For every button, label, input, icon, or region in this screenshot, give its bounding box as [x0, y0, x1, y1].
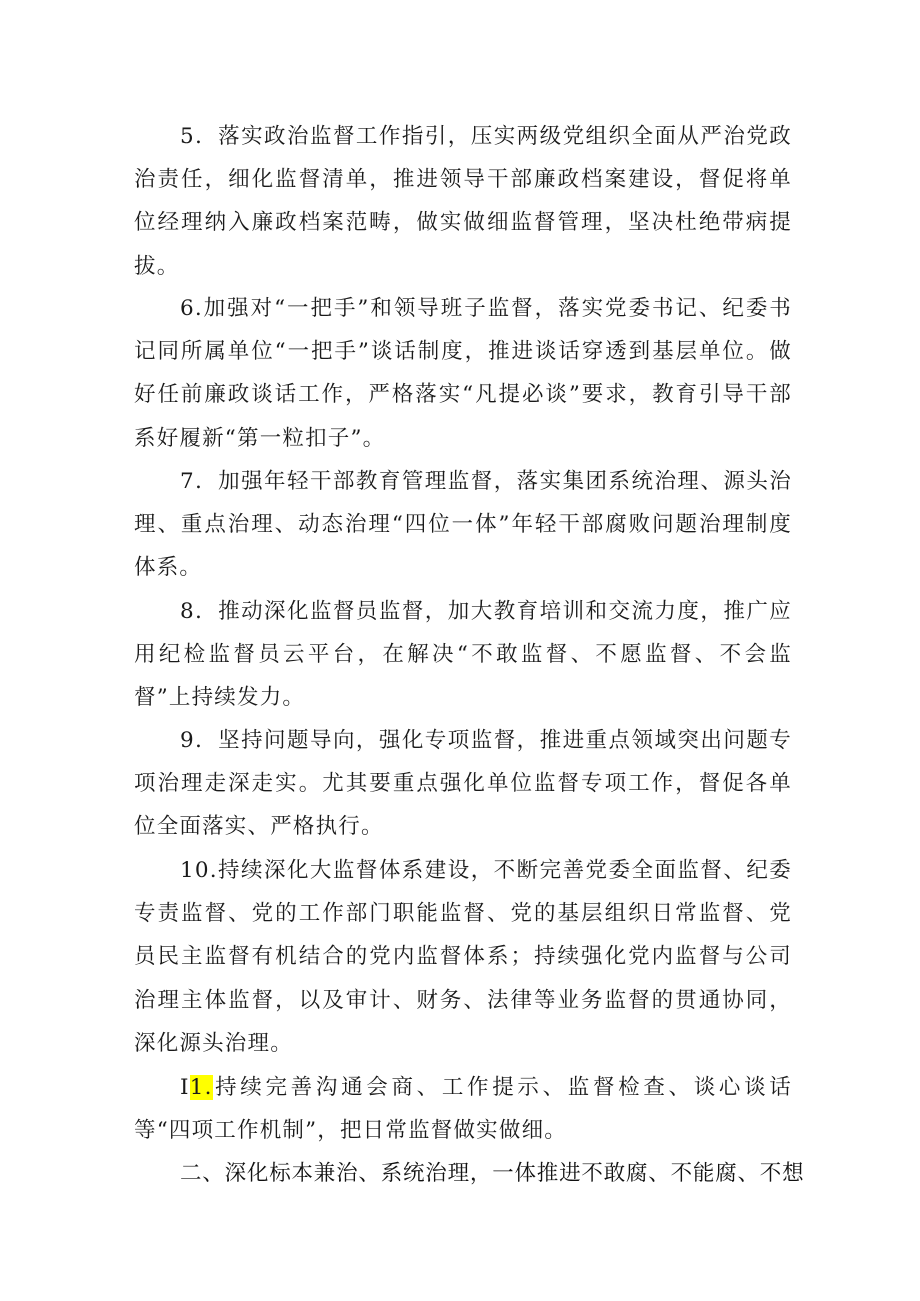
- section-heading: 二、深化标本兼治、系统治理，一体推进不敢腐、不能腐、不想: [180, 1161, 805, 1186]
- paragraph-item-5: 5．落实政治监督工作指引，压实两级党组织全面从严治党政治责任，细化监督清单，推进领导干部廉政档案建设，督促将单位经理纳入廉政档案范畴，做实做细监督管理，坚决杜绝带病提拔。: [134, 124, 792, 279]
- paragraph-item-11: [134, 1066, 792, 1152]
- paragraph-item-6: 6.加强对“一把手”和领导班子监督，落实党委书记、纪委书记同所属单位“一把手”谈话制度，推进谈话穿透到基层单位。做好任前廉政谈话工作，严格落实“凡提必谈”要求，教育引导干部系好履新“第一粒扣子”。: [134, 296, 792, 451]
- paragraph-item-8: 8．推动深化监督员监督，加大教育培训和交流力度，推广应用纪检监督员云平台，在解决“不敢监督、不愿监督、不会监督”上持续发力。: [134, 599, 792, 711]
- item-11-prefix: I: [180, 1075, 190, 1100]
- paragraph-item-9: 9．坚持问题导向，强化专项监督，推进重点领域突出问题专项治理走深走实。尤其要重点强化单位监督专项工作，督促各单位全面落实、严格执行。: [134, 728, 792, 840]
- highlighted-number: 1.: [189, 1075, 213, 1100]
- item-11-text: 持续完善沟通会商、工作提示、监督检查、谈心谈话等“四项工作机制”，把日常监督做实做细。: [134, 1075, 792, 1144]
- paragraph-item-7: 7．加强年轻干部教育管理监督，落实集团系统治理、源头治理、重点治理、动态治理“四位一体”年轻干部腐败问题治理制度体系。: [134, 469, 792, 581]
- paragraph-item-10: 10.持续深化大监督体系建设，不断完善党委全面监督、纪委专责监督、党的工作部门职能监督、党的基层组织日常监督、党员民主监督有机结合的党内监督体系；持续强化党内监督与公司治理主体监督，以及审计、财务、法律等业务监督的贯通协同，深化源头治理。: [134, 858, 792, 1056]
